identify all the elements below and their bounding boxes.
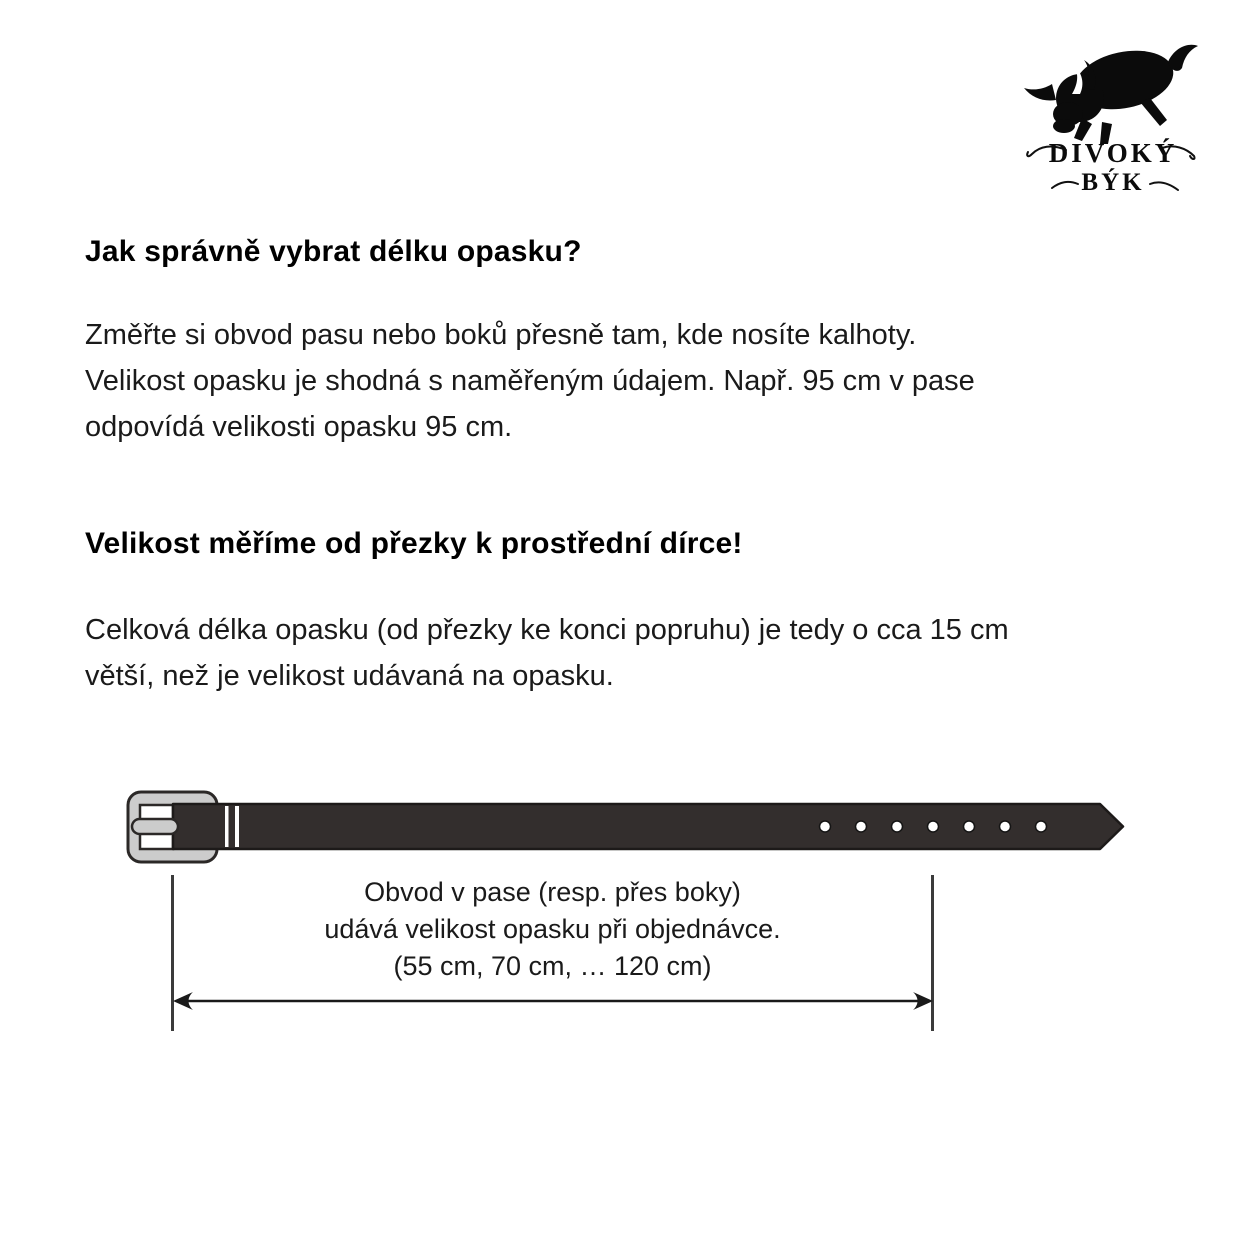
paragraph-line: Velikost opasku je shodná s naměřeným údajem. Např. 95 cm v pase xyxy=(85,365,975,397)
belt-hole xyxy=(1036,821,1047,832)
bull-left-horn xyxy=(1024,84,1056,101)
measure-caption xyxy=(172,874,933,985)
brand-name-bottom: BÝK xyxy=(1081,169,1145,196)
bull-muzzle xyxy=(1053,119,1075,133)
paragraph-line: větší, než je velikost udávaná na opasku. xyxy=(85,660,614,692)
measure-arrow xyxy=(171,989,935,1013)
bull-hind-leg xyxy=(1140,98,1167,126)
caption-line: udává velikost opasku při objednávce. xyxy=(324,914,781,944)
belt-hole-middle xyxy=(928,821,939,832)
belt-hole xyxy=(892,821,903,832)
belt-illustration xyxy=(100,775,1150,875)
paragraph-measure-instructions xyxy=(85,312,975,450)
paragraph-line: Změřte si obvod pasu nebo boků přesně tam, kde nosíte kalhoty. xyxy=(85,319,917,351)
belt-hole xyxy=(820,821,831,832)
brand-logo xyxy=(1022,38,1202,208)
brand-name-top: DIVOKÝ xyxy=(1048,138,1178,168)
logo-flourish-right-2 xyxy=(1150,182,1178,190)
caption-line: (55 cm, 70 cm, … 120 cm) xyxy=(393,951,712,981)
heading-how-to-choose: Jak správně vybrat délku opasku? xyxy=(85,235,582,268)
belt-strap xyxy=(173,804,1123,849)
bull-icon xyxy=(1024,42,1198,144)
belt-hole xyxy=(964,821,975,832)
belt-hole xyxy=(1000,821,1011,832)
caption-line: Obvod v pase (resp. přes boky) xyxy=(364,877,741,907)
belt-keeper-line xyxy=(225,806,229,847)
paragraph-total-length xyxy=(85,607,1009,699)
bull-tail xyxy=(1168,45,1198,71)
heading-measure-from-buckle: Velikost měříme od přezky k prostřední dírce! xyxy=(85,527,743,560)
belt-keeper-line xyxy=(235,806,239,847)
belt-buckle-prong xyxy=(132,819,178,834)
paragraph-line: odpovídá velikosti opasku 95 cm. xyxy=(85,411,513,443)
logo-flourish-left-2 xyxy=(1052,182,1078,188)
belt-hole xyxy=(856,821,867,832)
paragraph-line: Celková délka opasku (od přezky ke konci popruhu) je tedy o cca 15 cm xyxy=(85,614,1009,646)
